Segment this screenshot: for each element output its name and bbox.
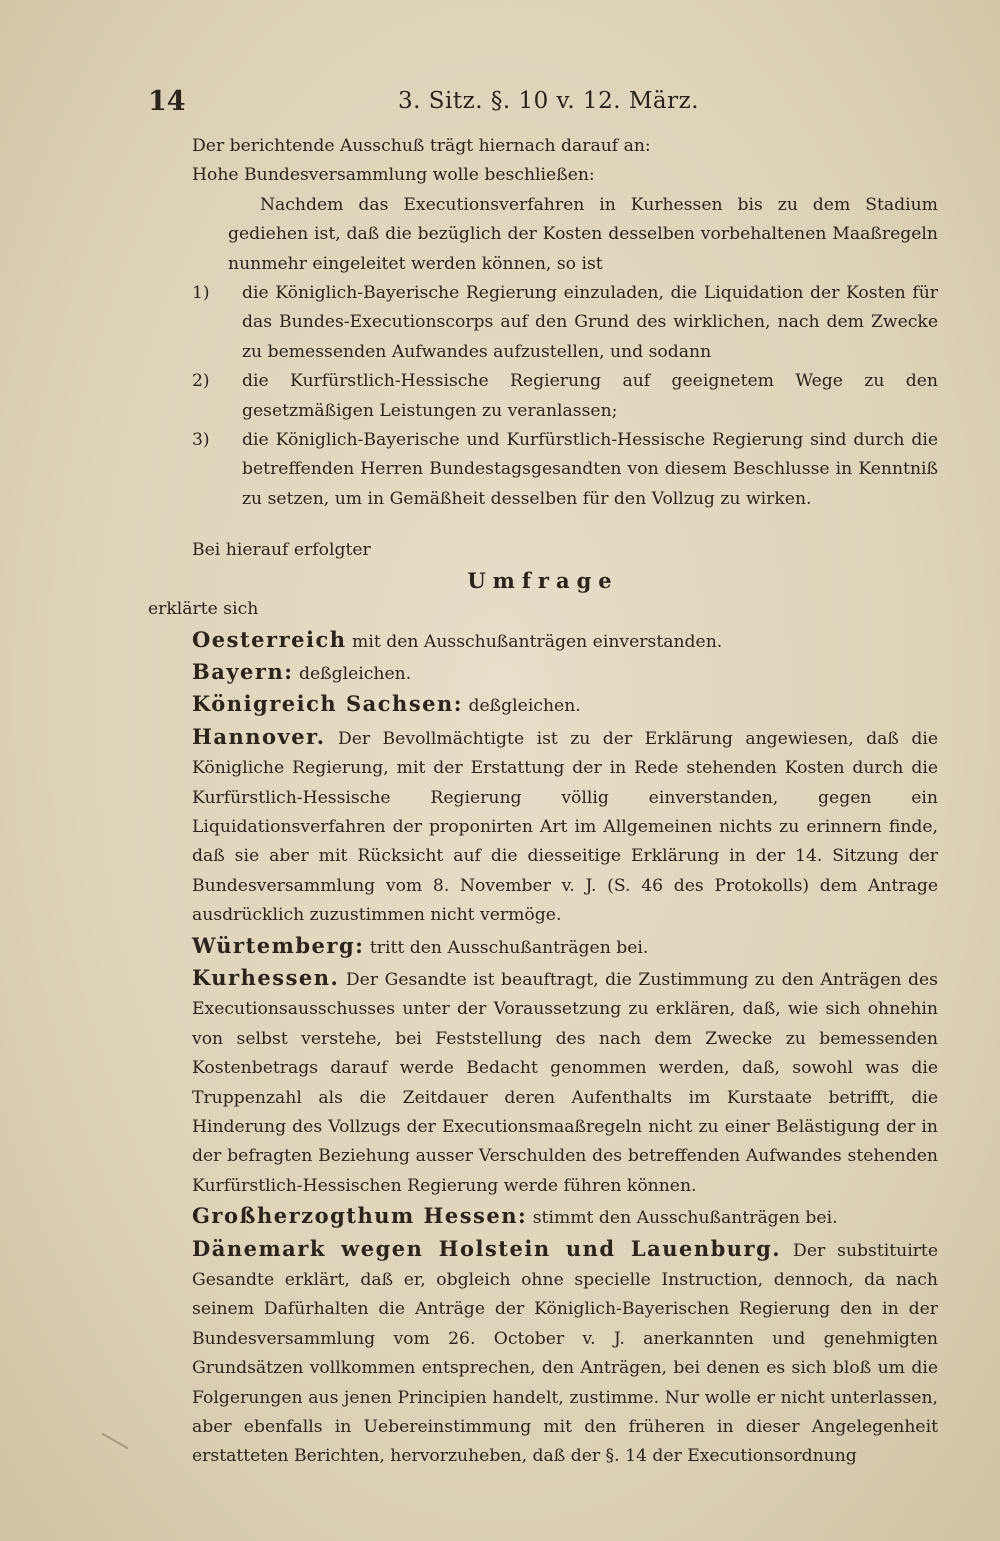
item-text: die Königlich-Bayerische Regierung einzuladen, die Liquidation der Kosten für das Bundes-Executionscorps auf den Grund des wirklichen, nach dem Zwecke zu bemessenden Aufwandes aufzustellen, und sodann	[242, 283, 938, 362]
vote-text: deßgleichen.	[298, 663, 412, 684]
resolution-item-3	[148, 426, 938, 514]
item-text: die Königlich-Bayerische und Kurfürstlich-Hessische Regierung sind durch die betreffenden Herren Bundestagsgesandten von diesem Beschlusse in Kenntniß zu setzen, um in Gemäßheit desselben für den Vollzug zu wirken.	[242, 430, 938, 509]
vote-text: mit den Ausschußanträgen einverstanden.	[352, 631, 723, 652]
intro-line-2: Hohe Bundesversammlung wolle beschließen:	[192, 165, 595, 186]
vote-state: Kurhessen.	[192, 964, 340, 990]
vote-daenemark	[148, 1234, 938, 1472]
vote-state: Hannover.	[192, 723, 326, 749]
vote-hannover	[148, 722, 938, 931]
item-number: 2)	[192, 371, 210, 392]
umfrage-lead: Bei hierauf erfolgter	[192, 540, 371, 561]
item-number: 3)	[192, 430, 210, 451]
vote-state: Oesterreich	[192, 626, 347, 652]
intro-line-1: Der berichtende Ausschuß trägt hiernach darauf an:	[192, 136, 651, 156]
vote-text: stimmt den Ausschußanträgen bei.	[532, 1208, 838, 1229]
resolution-preamble: Nachdem das Executionsverfahren in Kurhessen bis zu dem Stadium gediehen ist, daß die bezüglich der Kosten desselben vorbehaltenen Maaßregeln nunmehr eingeleitet werden können, so ist	[228, 194, 938, 274]
vote-oesterreich	[148, 625, 938, 657]
vote-kurhessen	[148, 963, 938, 1201]
vote-state: Großherzogthum Hessen:	[192, 1203, 528, 1229]
resolution-item-2	[148, 367, 938, 426]
vote-sachsen	[148, 689, 938, 721]
umfrage-after: erklärte sich	[148, 599, 259, 620]
item-text: die Kurfürstlich-Hessische Regierung auf geeignetem Wege zu den gesetzmäßigen Leistungen zu veranlassen;	[242, 371, 938, 421]
page-number: 14	[148, 86, 186, 117]
vote-state: Königreich Sachsen:	[192, 691, 464, 717]
vote-bayern	[148, 657, 938, 689]
vote-text: Der Gesandte ist beauftragt, die Zustimmung zu den Anträgen des Executionsausschusses unter der Voraussetzung zu erklären, daß, wie sich ohnehin von selbst verstehe, bei Feststellung des nach dem Zwecke zu bemessenden Kostenbetrags darauf werde Bedacht genommen werden, daß, sowohl was die Truppenzahl als die Zeitdauer deren Aufenthalts im Kurstaate betrifft, die Hinderung des Vollzugs der Executionsmaaßregeln nicht zu einer Belästigung der in der befragten Beziehung ausser Verschulden des betreffenden Aufwandes stehenden Kurfürstlich-Hessischen Regierung werde führen können.	[192, 969, 938, 1196]
vote-grossherzogthum-hessen	[148, 1201, 938, 1233]
vote-state: Würtemberg:	[192, 932, 365, 958]
page-body	[148, 132, 938, 1472]
item-number: 1)	[192, 283, 210, 304]
vote-wuertemberg	[148, 931, 938, 963]
page-mark	[102, 1433, 129, 1450]
page-header	[148, 86, 938, 126]
vote-text: tritt den Ausschußanträgen bei.	[369, 937, 649, 958]
vote-text: Der Bevollmächtigte ist zu der Erklärung angewiesen, daß die Königliche Regierung, mit der Erstattung der in Rede stehenden Kosten durch die Kurfürstlich-Hessische Regierung völlig einverstanden, gegen ein Liquidationsverfahren der proponirten Art im Allgemeinen nichts zu erinnern finde, daß sie aber mit Rücksicht auf die diesseitige Erklärung in der 14. Sitzung der Bundesversammlung vom 8. November v. J. (S. 46 des Protokolls) dem Antrage ausdrücklich zuzustimmen nicht vermöge.	[192, 728, 938, 926]
running-head: 3. Sitz. §. 10 v. 12. März.	[398, 88, 700, 114]
resolution-item-1	[148, 279, 938, 367]
vote-text: Der substituirte Gesandte erklärt, daß er, obgleich ohne specielle Instruction, dennoch, da nach seinem Dafürhalten die Anträge der Königlich-Bayerischen Regierung den in der Bundesversammlung vom 26. October v. J. anerkannten und genehmigten Grundsätzen vollkommen entsprechen, den Anträgen, bei denen es sich bloß um die Folgerungen aus jenen Principien handelt, zustimme. Nur wolle er nicht unterlassen, aber ebenfalls in Uebereinstimmung mit den früheren in dieser Angelegenheit erstatteten Berichten, hervorzuheben, daß der §. 14 der Executionsordnung	[192, 1240, 939, 1467]
vote-state: Dänemark wegen Holstein und Lauenburg.	[192, 1235, 782, 1261]
vote-text: deßgleichen.	[468, 696, 581, 717]
umfrage-title: Umfrage	[467, 567, 619, 593]
vote-state: Bayern:	[192, 658, 294, 684]
